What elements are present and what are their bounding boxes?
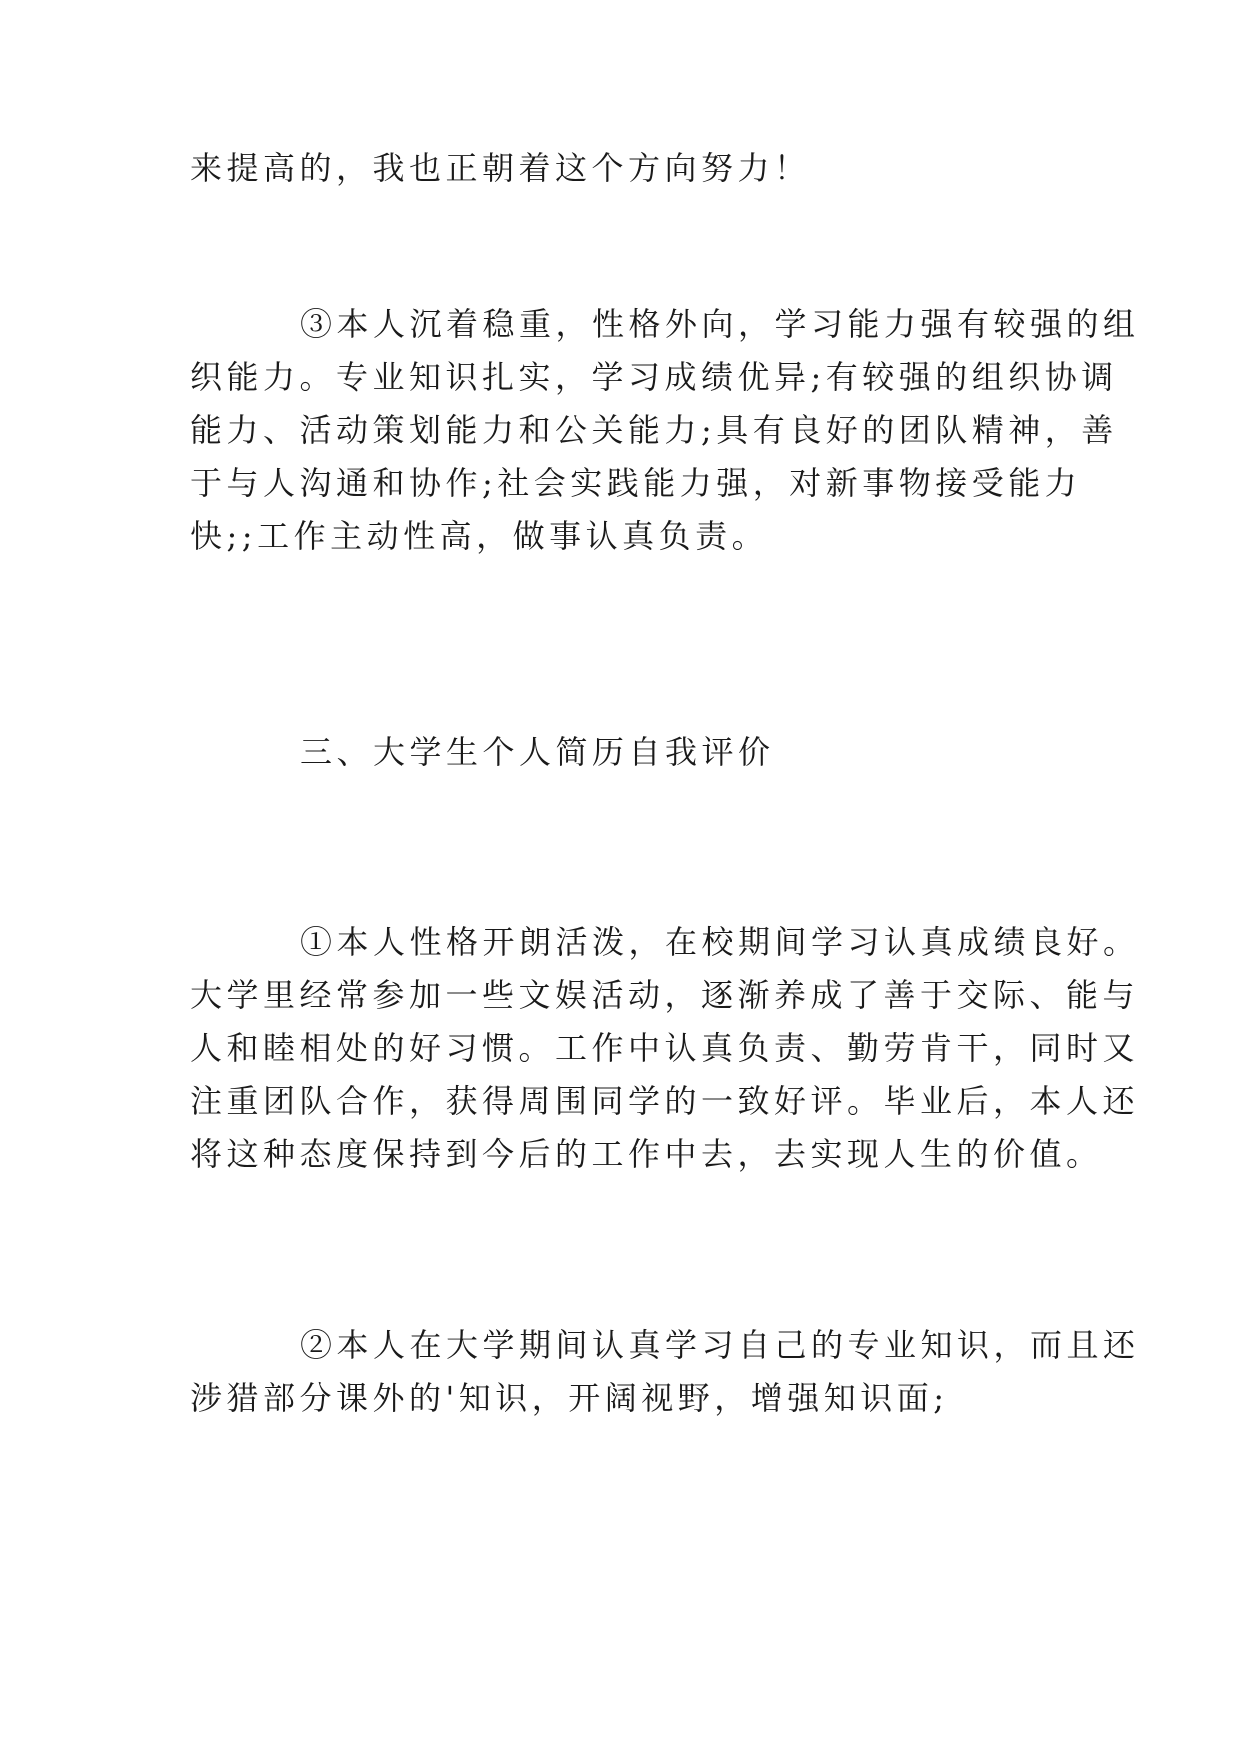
text-line: ③本人沉着稳重，性格外向，学习能力强有较强的组 — [300, 305, 1140, 343]
text-line: 将这种态度保持到今后的工作中去，去实现人生的价值。 — [190, 1135, 1103, 1173]
section-heading: 三、大学生个人简历自我评价 — [300, 733, 775, 771]
text-line: 人和睦相处的好习惯。工作中认真负责、勤劳肯干，同时又 — [190, 1029, 1140, 1067]
text-line: 快;;工作主动性高，做事认真负责。 — [190, 517, 769, 555]
text-line: ②本人在大学期间认真学习自己的专业知识，而且还 — [300, 1326, 1140, 1364]
text-line: 能力、活动策划能力和公关能力;具有良好的团队精神，善 — [190, 411, 1118, 449]
text-line: 大学里经常参加一些文娱活动，逐渐养成了善于交际、能与 — [190, 976, 1140, 1014]
text-line: ①本人性格开朗活泼，在校期间学习认真成绩良好。 — [300, 923, 1140, 961]
text-line: 来提高的，我也正朝着这个方向努力！ — [190, 149, 811, 187]
text-line: 涉猎部分课外的'知识，开阔视野，增强知识面; — [190, 1379, 949, 1417]
text-line: 于与人沟通和协作;社会实践能力强，对新事物接受能力 — [190, 464, 1082, 502]
text-line: 织能力。专业知识扎实，学习成绩优异;有较强的组织协调 — [190, 358, 1118, 396]
text-line: 注重团队合作，获得周围同学的一致好评。毕业后，本人还 — [190, 1082, 1140, 1120]
